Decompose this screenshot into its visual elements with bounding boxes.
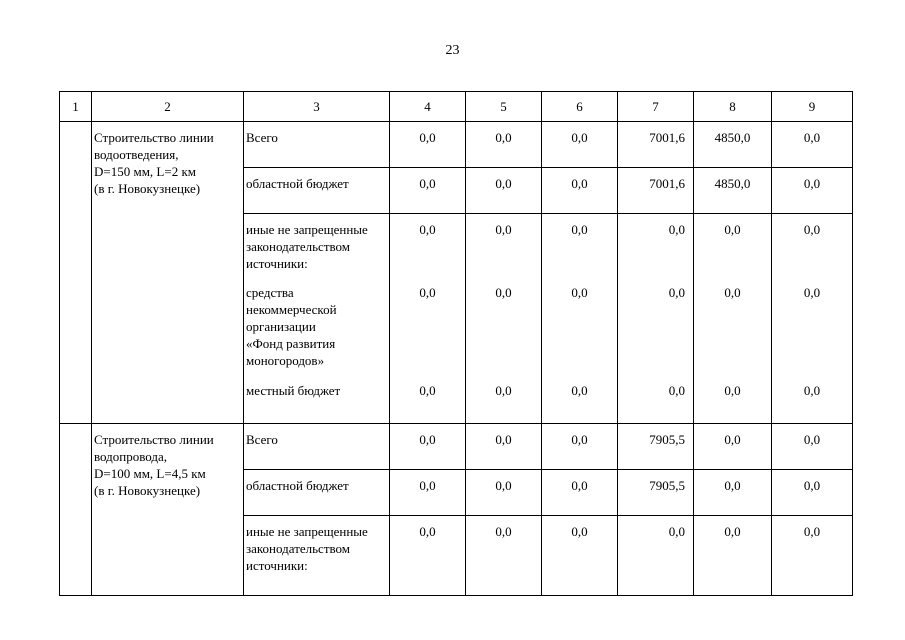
label-line: источники: bbox=[246, 256, 308, 271]
project-name-cell bbox=[92, 122, 244, 424]
value-cell bbox=[390, 122, 466, 168]
funding-source-label bbox=[246, 375, 389, 423]
value: 0,0 bbox=[419, 222, 436, 237]
value: 7905,5 bbox=[649, 478, 685, 493]
value: 0,0 bbox=[668, 285, 685, 300]
funding-source-label bbox=[246, 516, 389, 574]
value: 0,0 bbox=[668, 524, 685, 539]
value: 0,0 bbox=[495, 130, 512, 145]
header-row bbox=[60, 92, 853, 122]
value-cell bbox=[618, 122, 694, 168]
project-name-line: Строительство линии bbox=[94, 432, 214, 447]
label-line: иные не запрещенные bbox=[246, 222, 368, 237]
value: 0,0 bbox=[419, 478, 436, 493]
value: 0,0 bbox=[668, 383, 685, 398]
label-line: Всего bbox=[246, 432, 278, 447]
label-line: моногородов» bbox=[246, 353, 325, 368]
value-cell bbox=[772, 122, 853, 168]
value: 0,0 bbox=[495, 285, 512, 300]
value-cell bbox=[772, 168, 853, 214]
value: 0,0 bbox=[419, 130, 436, 145]
value: 4850,0 bbox=[714, 176, 751, 191]
budget-table bbox=[59, 91, 853, 596]
value-cell bbox=[466, 516, 542, 596]
value: 0,0 bbox=[571, 222, 588, 237]
value: 0,0 bbox=[724, 222, 741, 237]
funding-source-label bbox=[246, 122, 389, 146]
value-cell bbox=[694, 424, 772, 470]
table-body bbox=[60, 92, 853, 596]
column-header: 3 bbox=[244, 92, 390, 122]
value-cell bbox=[618, 516, 694, 596]
project-name-line: водоотведения, bbox=[94, 147, 179, 162]
value: 0,0 bbox=[495, 478, 512, 493]
funding-source-cell bbox=[244, 168, 390, 214]
value-cell bbox=[466, 470, 542, 516]
label-line: организации bbox=[246, 319, 316, 334]
column-header: 8 bbox=[694, 92, 772, 122]
value: 0,0 bbox=[803, 383, 821, 398]
funding-source-label bbox=[246, 168, 389, 192]
value: 0,0 bbox=[495, 524, 512, 539]
value: 0,0 bbox=[803, 478, 821, 493]
value-cell bbox=[390, 168, 466, 214]
value: 0,0 bbox=[419, 285, 436, 300]
funding-source-label bbox=[246, 277, 389, 375]
value: 7001,6 bbox=[649, 176, 685, 191]
value-cell bbox=[466, 214, 542, 424]
column-header: 9 bbox=[772, 92, 853, 122]
label-line: иные не запрещенные bbox=[246, 524, 368, 539]
value-cell bbox=[542, 516, 618, 596]
value-cell bbox=[466, 122, 542, 168]
value: 0,0 bbox=[803, 222, 821, 237]
label-line: законодательством bbox=[246, 541, 351, 556]
value-cell bbox=[542, 424, 618, 470]
value-cell bbox=[390, 470, 466, 516]
value: 0,0 bbox=[571, 478, 588, 493]
value-cell bbox=[542, 470, 618, 516]
value-cell bbox=[390, 516, 466, 596]
column-header: 7 bbox=[618, 92, 694, 122]
value: 0,0 bbox=[571, 432, 588, 447]
value-cell bbox=[772, 470, 853, 516]
value-cell bbox=[694, 516, 772, 596]
value-cell bbox=[694, 122, 772, 168]
table-row bbox=[60, 122, 853, 168]
project-name-line: Строительство линии bbox=[94, 130, 214, 145]
funding-source-label bbox=[246, 470, 389, 494]
funding-source-label bbox=[246, 424, 389, 448]
funding-source-cell bbox=[244, 214, 390, 424]
value-cell bbox=[618, 470, 694, 516]
value: 0,0 bbox=[803, 285, 821, 300]
value-cell bbox=[694, 214, 772, 424]
value-cell bbox=[542, 214, 618, 424]
column-header: 4 bbox=[390, 92, 466, 122]
value: 0,0 bbox=[495, 222, 512, 237]
value-cell bbox=[694, 470, 772, 516]
value-cell bbox=[772, 424, 853, 470]
value: 0,0 bbox=[419, 383, 436, 398]
value: 0,0 bbox=[724, 285, 741, 300]
value-cell bbox=[466, 424, 542, 470]
table-row bbox=[60, 424, 853, 470]
value-cell bbox=[390, 214, 466, 424]
value: 0,0 bbox=[803, 524, 821, 539]
label-line: областной бюджет bbox=[246, 478, 349, 493]
value-cell bbox=[466, 168, 542, 214]
label-line: «Фонд развития bbox=[246, 336, 336, 351]
project-name-line: D=100 мм, L=4,5 км bbox=[94, 466, 206, 481]
value-cell bbox=[772, 214, 853, 424]
value: 0,0 bbox=[724, 383, 741, 398]
value-cell bbox=[694, 168, 772, 214]
funding-source-cell bbox=[244, 470, 390, 516]
value: 0,0 bbox=[571, 176, 588, 191]
value: 0,0 bbox=[803, 130, 821, 145]
value: 0,0 bbox=[724, 524, 741, 539]
project-name-line: водопровода, bbox=[94, 449, 168, 464]
value: 0,0 bbox=[495, 432, 512, 447]
project-name-cell bbox=[92, 424, 244, 596]
project-name-line: (в г. Новокузнецке) bbox=[94, 483, 201, 498]
value: 0,0 bbox=[495, 176, 512, 191]
label-line: некоммерческой bbox=[246, 302, 337, 317]
label-line: местный бюджет bbox=[246, 383, 341, 398]
value-cell bbox=[618, 424, 694, 470]
value: 0,0 bbox=[803, 176, 821, 191]
label-line: средства bbox=[246, 285, 294, 300]
value-cell bbox=[618, 168, 694, 214]
value: 0,0 bbox=[419, 524, 436, 539]
value: 0,0 bbox=[495, 383, 512, 398]
project-name-line: (в г. Новокузнецке) bbox=[94, 181, 201, 196]
value-cell bbox=[390, 424, 466, 470]
value-cell bbox=[542, 122, 618, 168]
value: 0,0 bbox=[668, 222, 685, 237]
label-line: областной бюджет bbox=[246, 176, 349, 191]
value-cell bbox=[542, 168, 618, 214]
label-line: Всего bbox=[246, 130, 278, 145]
label-line: законодательством bbox=[246, 239, 351, 254]
label-line: источники: bbox=[246, 558, 308, 573]
value: 0,0 bbox=[724, 478, 741, 493]
row-number-cell bbox=[60, 122, 92, 424]
column-header: 2 bbox=[92, 92, 244, 122]
value: 7001,6 bbox=[649, 130, 685, 145]
column-header: 1 bbox=[60, 92, 92, 122]
value: 0,0 bbox=[571, 383, 588, 398]
value-cell bbox=[772, 516, 853, 596]
value-cell bbox=[618, 214, 694, 424]
value: 0,0 bbox=[724, 432, 741, 447]
page-number: 23 bbox=[445, 43, 460, 58]
value: 7905,5 bbox=[649, 432, 685, 447]
value: 0,0 bbox=[803, 432, 821, 447]
value: 0,0 bbox=[419, 432, 436, 447]
value: 4850,0 bbox=[714, 130, 751, 145]
value: 0,0 bbox=[571, 524, 588, 539]
value: 0,0 bbox=[419, 176, 436, 191]
value: 0,0 bbox=[571, 285, 588, 300]
value: 0,0 bbox=[571, 130, 588, 145]
project-name-line: D=150 мм, L=2 км bbox=[94, 164, 196, 179]
row-number-cell bbox=[60, 424, 92, 596]
funding-source-label bbox=[246, 214, 389, 277]
funding-source-cell bbox=[244, 122, 390, 168]
column-header: 6 bbox=[542, 92, 618, 122]
funding-source-cell bbox=[244, 516, 390, 596]
column-header: 5 bbox=[466, 92, 542, 122]
funding-source-cell bbox=[244, 424, 390, 470]
